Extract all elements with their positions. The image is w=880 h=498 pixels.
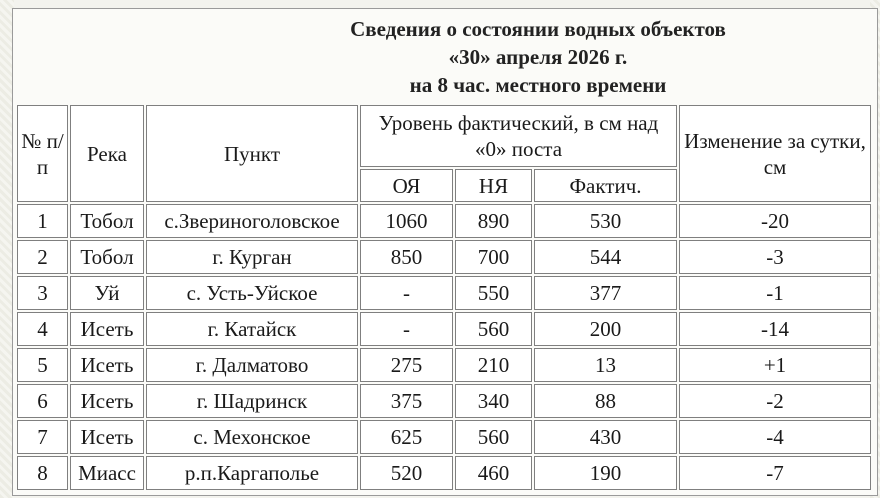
- report-date: «30» апреля 2026 г.: [448, 45, 628, 69]
- cell-river: Миасс: [70, 456, 144, 490]
- cell-nya: 340: [455, 384, 532, 418]
- cell-river: Исеть: [70, 348, 144, 382]
- cell-point: г. Далматово: [146, 348, 358, 382]
- cell-oya: -: [360, 312, 453, 346]
- cell-point: с. Мехонское: [146, 420, 358, 454]
- cell-actual: 530: [534, 204, 677, 238]
- cell-oya: 520: [360, 456, 453, 490]
- cell-river: Исеть: [70, 384, 144, 418]
- header-level: Уровень фактический, в см над «0» поста: [360, 105, 677, 167]
- table-row: [17, 312, 871, 346]
- cell-river: Тобол: [70, 240, 144, 274]
- cell-oya: 375: [360, 384, 453, 418]
- cell-num: 3: [17, 276, 68, 310]
- table-row: [17, 420, 871, 454]
- cell-nya: 560: [455, 312, 532, 346]
- cell-point: р.п.Каргаполье: [146, 456, 358, 490]
- cell-num: 1: [17, 204, 68, 238]
- cell-num: 4: [17, 312, 68, 346]
- cell-oya: 1060: [360, 204, 453, 238]
- cell-num: 5: [17, 348, 68, 382]
- report-title: [143, 15, 880, 99]
- cell-oya: -: [360, 276, 453, 310]
- cell-point: с.Звериноголовское: [146, 204, 358, 238]
- header-change: Изменение за сутки, см: [679, 105, 871, 202]
- table-row: [17, 276, 871, 310]
- cell-river: Исеть: [70, 312, 144, 346]
- cell-oya: 850: [360, 240, 453, 274]
- header-oya: ОЯ: [360, 169, 453, 202]
- water-report-panel: [12, 8, 878, 496]
- header-actual: Фактич.: [534, 169, 677, 202]
- cell-actual: 430: [534, 420, 677, 454]
- cell-change: -1: [679, 276, 871, 310]
- header-point: Пункт: [146, 105, 358, 202]
- cell-num: 7: [17, 420, 68, 454]
- cell-nya: 210: [455, 348, 532, 382]
- cell-actual: 13: [534, 348, 677, 382]
- cell-change: -4: [679, 420, 871, 454]
- report-title-line1: Сведения о состоянии водных объектов: [350, 17, 726, 41]
- cell-actual: 190: [534, 456, 677, 490]
- table-row: [17, 240, 871, 274]
- cell-change: +1: [679, 348, 871, 382]
- report-time: на 8 час. местного времени: [409, 73, 667, 97]
- cell-num: 8: [17, 456, 68, 490]
- table-header-row: [17, 105, 871, 167]
- cell-point: с. Усть-Уйское: [146, 276, 358, 310]
- cell-river: Тобол: [70, 204, 144, 238]
- cell-oya: 275: [360, 348, 453, 382]
- cell-change: -3: [679, 240, 871, 274]
- header-num: № п/п: [17, 105, 68, 202]
- cell-point: г. Курган: [146, 240, 358, 274]
- table-row: [17, 456, 871, 490]
- header-river: Река: [70, 105, 144, 202]
- cell-change: -20: [679, 204, 871, 238]
- cell-num: 6: [17, 384, 68, 418]
- cell-actual: 544: [534, 240, 677, 274]
- cell-river: Уй: [70, 276, 144, 310]
- cell-point: г. Катайск: [146, 312, 358, 346]
- cell-nya: 560: [455, 420, 532, 454]
- table-row: [17, 348, 871, 382]
- cell-actual: 377: [534, 276, 677, 310]
- table-row: [17, 204, 871, 238]
- cell-change: -14: [679, 312, 871, 346]
- cell-river: Исеть: [70, 420, 144, 454]
- cell-actual: 88: [534, 384, 677, 418]
- cell-change: -2: [679, 384, 871, 418]
- cell-nya: 550: [455, 276, 532, 310]
- cell-change: -7: [679, 456, 871, 490]
- cell-actual: 200: [534, 312, 677, 346]
- water-levels-table: [15, 103, 873, 492]
- header-nya: НЯ: [455, 169, 532, 202]
- cell-point: г. Шадринск: [146, 384, 358, 418]
- cell-num: 2: [17, 240, 68, 274]
- cell-nya: 890: [455, 204, 532, 238]
- cell-nya: 460: [455, 456, 532, 490]
- cell-oya: 625: [360, 420, 453, 454]
- cell-nya: 700: [455, 240, 532, 274]
- table-row: [17, 384, 871, 418]
